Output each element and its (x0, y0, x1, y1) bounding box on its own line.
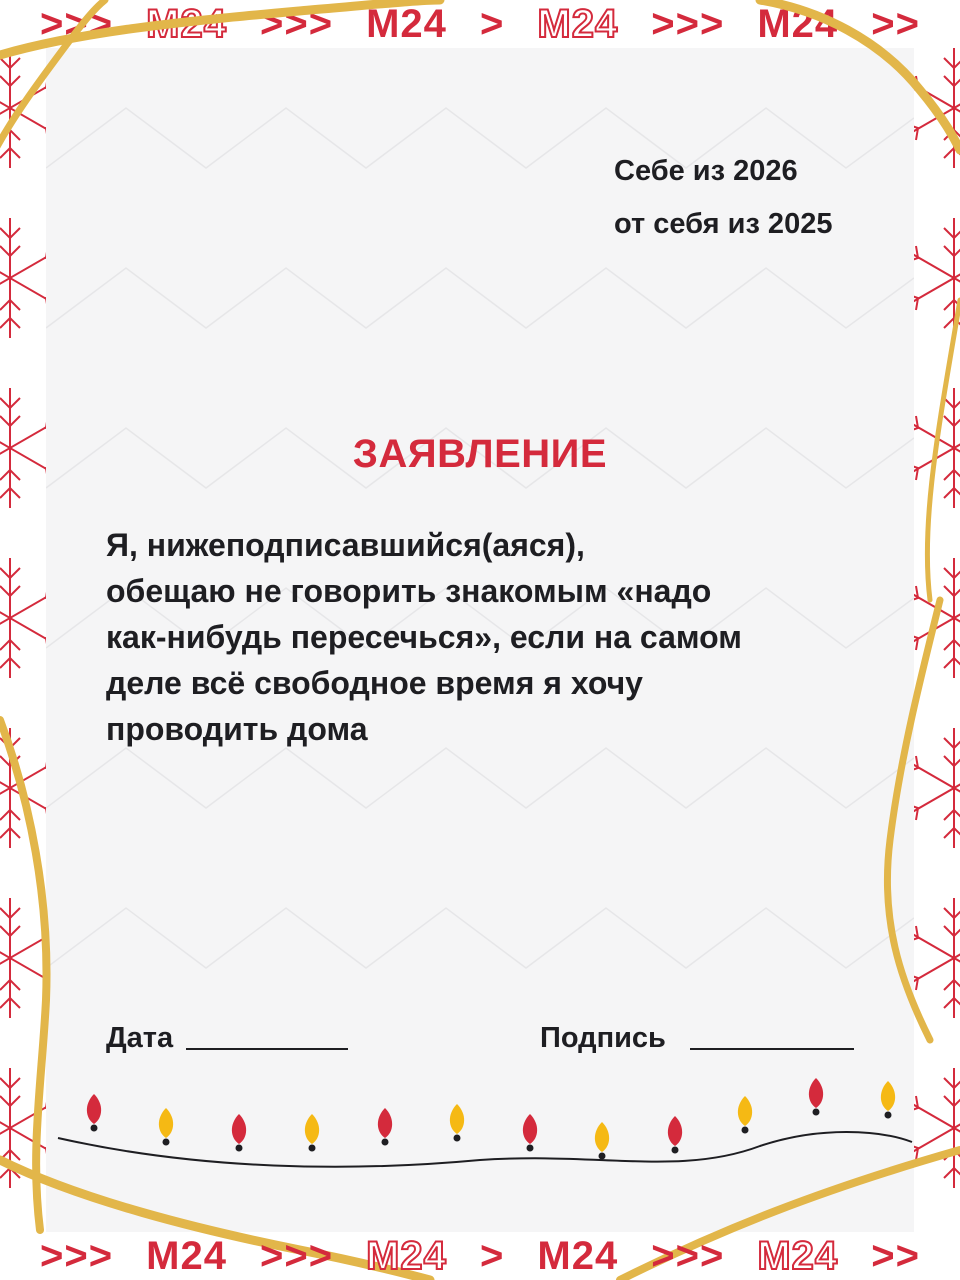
m24-logo: M24 (757, 1, 839, 46)
bottom-brand-band (0, 1232, 960, 1280)
m24-logo: M24 (366, 1, 447, 46)
chevron-icon: > (479, 1, 505, 46)
chevron-icon: > (479, 1233, 505, 1278)
document-title: ЗАЯВЛЕНИЕ (352, 432, 608, 476)
chevron-icon: >> (871, 1, 920, 46)
signature-label: Подпись (540, 1022, 666, 1054)
m24-logo: M24 (537, 1, 619, 46)
statement-line: проводить дома (106, 711, 368, 747)
m24-logo: M24 (146, 1, 227, 46)
statement-line: Я, нижеподписавшийся(аяся), (106, 527, 585, 563)
m24-logo: M24 (366, 1233, 447, 1278)
chevron-icon: >>> (259, 1, 334, 46)
recipient-line: Себе из 2026 (614, 155, 798, 187)
statement-line: обещаю не говорить знакомым «надо (106, 573, 712, 609)
m24-logo: M24 (757, 1233, 839, 1278)
m24-logo: M24 (537, 1233, 619, 1278)
chevron-icon: >>> (651, 1, 725, 46)
date-label: Дата (106, 1022, 174, 1054)
chevron-icon: >>> (651, 1233, 725, 1278)
chevron-icon: >>> (259, 1233, 334, 1278)
chevron-icon: >>> (40, 1233, 114, 1278)
chevron-icon: >> (871, 1233, 920, 1278)
chevron-icon: >>> (40, 1, 114, 46)
statement-line: как-нибудь пересечься», если на самом (106, 619, 742, 655)
statement-line: деле всё свободное время я хочу (106, 665, 643, 701)
sender-line: от себя из 2025 (614, 208, 833, 240)
m24-logo: M24 (146, 1233, 227, 1278)
